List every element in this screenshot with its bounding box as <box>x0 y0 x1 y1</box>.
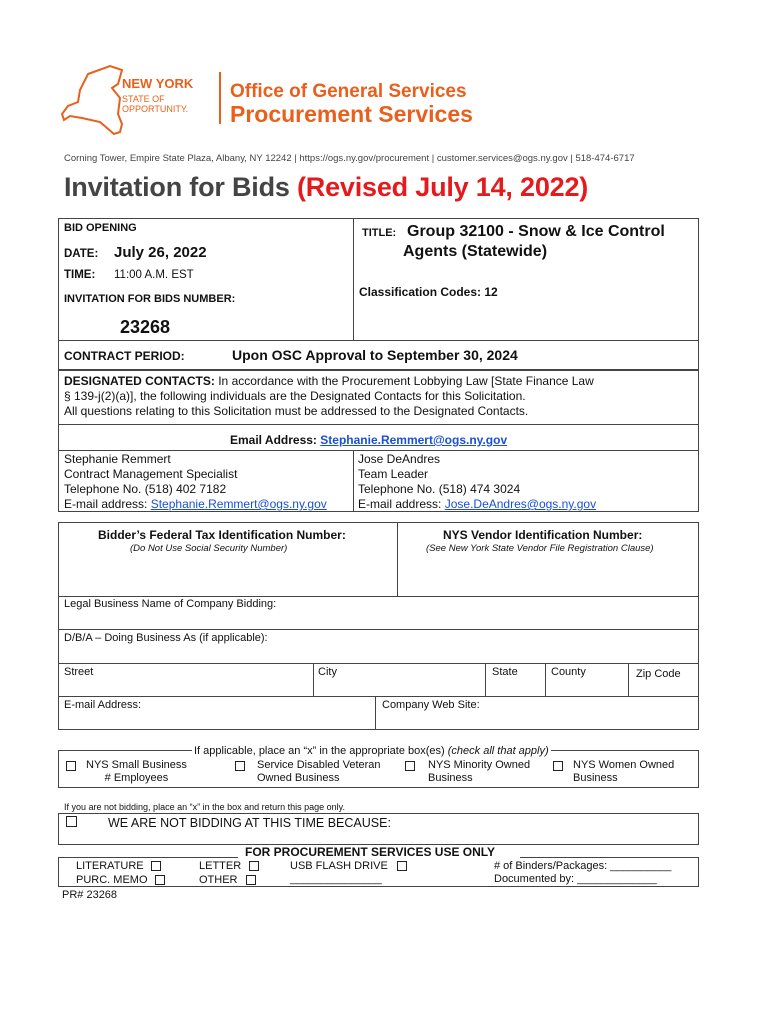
time-label: TIME: <box>64 269 96 281</box>
email-address-label: E-mail Address: <box>64 699 142 711</box>
sdvob-label <box>257 759 381 785</box>
contract-period-label: CONTRACT PERIOD: <box>64 349 185 363</box>
city-label: City <box>318 666 337 678</box>
contact-1 <box>64 452 327 512</box>
bid-opening-label: BID OPENING <box>64 222 137 234</box>
not-bidding-statement: WE ARE NOT BIDDING AT THIS TIME BECAUSE: <box>108 816 391 830</box>
literature-checkbox[interactable] <box>151 861 161 871</box>
email-link[interactable]: Stephanie.Remmert@ogs.ny.gov <box>320 433 508 447</box>
dba-label: D/B/A – Doing Business As (if applicable): <box>64 632 268 644</box>
time-value: 11:00 A.M. EST <box>114 269 194 281</box>
contact-2-role: Team Leader <box>358 467 429 481</box>
letter-checkbox[interactable] <box>249 861 259 871</box>
email-label: Email Address: <box>230 433 317 447</box>
title-line2: Agents (Statewide) <box>403 243 548 260</box>
contact-1-name: Stephanie Remmert <box>64 452 171 466</box>
women-line1: NYS Women Owned <box>573 759 675 771</box>
county-label: County <box>551 666 586 678</box>
small-business-line2: # Employees <box>104 772 169 784</box>
office-name: Office of General Services <box>230 81 467 102</box>
date-value: July 26, 2022 <box>114 244 207 261</box>
state-label: State <box>492 666 518 678</box>
legal-name-label: Legal Business Name of Company Bidding: <box>64 598 277 610</box>
contact-1-email-prefix: E-mail address: <box>64 497 148 511</box>
ifb-number: 23268 <box>120 317 171 337</box>
other-label: OTHER <box>199 874 238 886</box>
division-name: Procurement Services <box>230 101 473 127</box>
tax-id-note: (Do Not Use Social Security Number) <box>130 543 288 554</box>
not-bidding-instruction: If you are not bidding, place an “x” in the box and return this page only. <box>64 802 346 812</box>
title-main: Invitation for Bids <box>64 172 290 202</box>
designated-line3: All questions relating to this Solicitation must be addressed to the Designated Contacts. <box>64 404 529 418</box>
zip-label: Zip Code <box>636 668 681 680</box>
usb-checkbox[interactable] <box>397 861 407 871</box>
pr-number: PR# 23268 <box>62 889 118 901</box>
minority-checkbox[interactable] <box>405 761 415 771</box>
sdvob-line1: Service Disabled Veteran <box>257 759 381 771</box>
designated-line1 <box>64 374 594 388</box>
contract-period-value: Upon OSC Approval to September 30, 2024 <box>232 347 518 363</box>
contact-1-role: Contract Management Specialist <box>64 467 238 481</box>
title-line1: Group 32100 - Snow & Ice Control <box>407 223 665 240</box>
designated-line2: § 139-j(2)(a)], the following individuals are the Designated Contacts for this Solicitation. <box>64 389 526 403</box>
usb-blank: _______________ <box>290 873 382 885</box>
vendor-id-label: NYS Vendor Identification Number: <box>443 528 643 542</box>
classification-codes: Classification Codes: 12 <box>359 285 498 299</box>
women-checkbox[interactable] <box>553 761 563 771</box>
title-revised: (Revised July 14, 2022) <box>297 172 589 202</box>
ogs-logo <box>60 62 500 154</box>
office-use-heading: FOR PROCUREMENT SERVICES USE ONLY <box>245 845 496 859</box>
literature-label: LITERATURE <box>76 860 144 872</box>
purc-memo-label: PURC. MEMO <box>76 874 148 886</box>
vendor-id-field[interactable] <box>402 556 694 594</box>
contact-1-email-link[interactable]: Stephanie.Remmert@ogs.ny.gov <box>150 497 327 511</box>
logo-state-text: STATE OF <box>122 94 165 104</box>
small-business-line1: NYS Small Business <box>86 759 187 771</box>
contact-1-phone: Telephone No. (518) 402 7182 <box>64 482 227 496</box>
usb-label: USB FLASH DRIVE <box>290 860 388 872</box>
designated-text1: In accordance with the Procurement Lobbying Law [State Finance Law <box>214 374 594 388</box>
email-row <box>230 433 507 447</box>
minority-line1: NYS Minority Owned <box>428 759 531 771</box>
categories-instruction-text: If applicable, place an “x” in the appropriate box(es) <box>194 745 445 757</box>
other-checkbox[interactable] <box>246 875 256 885</box>
designated-heading: DESIGNATED CONTACTS: <box>64 374 215 388</box>
small-business-label <box>86 759 187 785</box>
contact-2-name: Jose DeAndres <box>358 452 441 466</box>
contact-line: Corning Tower, Empire State Plaza, Albany, NY 12242 | https://ogs.ny.gov/procurement | customer.services@ogs.ny.gov | 518-474-6717 <box>64 153 635 164</box>
sdvob-checkbox[interactable] <box>235 761 245 771</box>
contact-2-email-prefix: E-mail address: <box>358 497 442 511</box>
page-title <box>64 172 588 203</box>
contact-2-email-link[interactable]: Jose.DeAndres@ogs.ny.gov <box>444 497 597 511</box>
not-bidding-checkbox[interactable] <box>66 816 77 827</box>
website-label: Company Web Site: <box>382 699 480 711</box>
new-york-state-outline-icon <box>62 66 122 134</box>
date-label: DATE: <box>64 248 99 260</box>
purc-memo-checkbox[interactable] <box>155 875 165 885</box>
logo-opportunity-text: OPPORTUNITY. <box>122 104 189 114</box>
letter-label: LETTER <box>199 860 242 872</box>
sdvob-line2: Owned Business <box>257 772 340 784</box>
documented-label: Documented by: _____________ <box>494 873 657 885</box>
minority-line2: Business <box>428 772 473 784</box>
women-label <box>573 759 674 785</box>
categories-instruction <box>192 745 551 757</box>
street-label: Street <box>64 666 94 678</box>
contact-2 <box>358 452 596 512</box>
title-label: TITLE: <box>362 227 397 239</box>
minority-label <box>428 759 530 785</box>
contact-2-phone: Telephone No. (518) 474 3024 <box>358 482 521 496</box>
binders-label: # of Binders/Packages: __________ <box>494 860 672 872</box>
women-line2: Business <box>573 772 618 784</box>
logo-ny-text: NEW YORK <box>122 76 194 91</box>
ifb-number-label: INVITATION FOR BIDS NUMBER: <box>64 293 236 305</box>
tax-id-field[interactable] <box>62 556 392 594</box>
small-business-checkbox[interactable] <box>66 761 76 771</box>
tax-id-label: Bidder’s Federal Tax Identification Number: <box>98 528 346 542</box>
vendor-id-note: (See New York State Vendor File Registration Clause) <box>426 543 654 554</box>
categories-instruction-italic: (check all that apply) <box>447 745 549 757</box>
